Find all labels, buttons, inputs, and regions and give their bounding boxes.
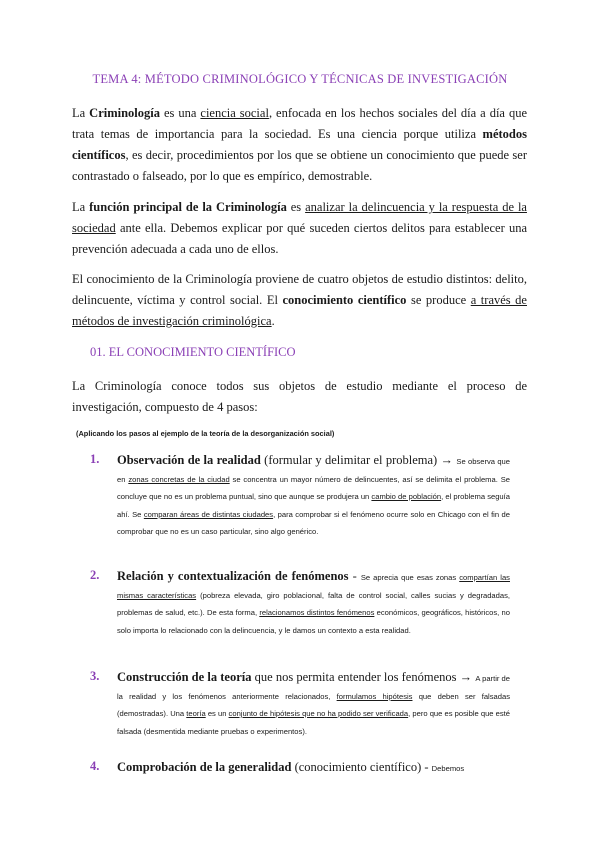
step-text: Relación y contextualización de fenómenos - Se aprecia que esas zonas compartían las mismas características (pobreza elevada, giro poblacional, falta de control social, calles sucias y degradadas, problemas de salud, etc.). De esta forma, relacionamos distintos fenómenos económicos, geográficos, históricos, no solo importa lo relacionado con la delincuencia, y le damos un contexto a esta realidad. <box>117 569 511 635</box>
term-criminologia: Criminología <box>89 106 161 120</box>
step-number: 2. <box>90 568 100 582</box>
process-paragraph: La Criminología conoce todos sus objetos de estudio mediante el proceso de investigación, compuesto de 4 pasos: <box>72 379 527 414</box>
step-text: Comprobación de la generalidad (conocimiento científico) - Debemos <box>117 760 465 774</box>
step-heading: Comprobación de la generalidad <box>117 760 292 774</box>
intro-paragraph: La Criminología es una ciencia social, enfocada en los hechos sociales del día a día que trata temas de importancia para la sociedad. Es una ciencia porque utiliza métodos científicos, es decir, procedimientos por los que se obtiene un conocimiento que puede ser contrastado o falseado, por lo que es empírico, demostrable. <box>72 106 528 183</box>
knowledge-paragraph: El conocimiento de la Criminología proviene de cuatro objetos de estudio distintos: delito, delincuente, víctima y control social. El conocimiento científico se produce a través de métodos de investigación criminológica. <box>72 272 527 328</box>
term-analizar-delincuencia: analizar la delincuencia y la respuesta de la sociedad <box>72 200 527 235</box>
step-text: Observación de la realidad (formular y delimitar el problema) → Se observa que en zonas concretas de la ciudad se concentra un mayor número de delincuentes, así se delimita el problema. Se concluye que no es un problema puntual, sino que aunque se produjera un cambio de población, el problema seguía ahí. Se comparan áreas de distintas ciudades, para comprobar si el fenómeno ocurre solo en Chicago con el fin de comprobar que no es un caso particular, sino algo genérico. <box>117 453 510 536</box>
step-heading: Construcción de la teoría <box>117 670 252 684</box>
term-funcion-principal: función principal de la Criminología <box>89 200 287 214</box>
function-paragraph: La función principal de la Criminología es analizar la delincuencia y la respuesta de la sociedad ante ella. Debemos explicar por qué suceden ciertos delitos para establecer una prevención adecuada a cada uno de ellos. <box>72 200 527 256</box>
term-conocimiento-cientifico: conocimiento científico <box>282 293 407 307</box>
step-number: 3. <box>90 669 100 683</box>
step-heading: Observación de la realidad <box>117 453 261 467</box>
step-text: Construcción de la teoría que nos permita entender los fenómenos → A partir de la realidad y los fenómenos anteriormente relacionados, formulamos hipótesis que deben ser falsadas (demostradas). Una teoría es un conjunto de hipótesis que no ha podido ser verificada, pero que es posible que esté falsada (desmentida mediante pruebas o experimentos). <box>117 670 511 736</box>
page-title: TEMA 4: MÉTODO CRIMINOLÓGICO Y TÉCNICAS DE INVESTIGACIÓN <box>92 72 508 86</box>
step-number: 1. <box>90 452 100 466</box>
term-metodos-cientificos: métodos científicos <box>72 127 527 162</box>
term-metodos-investigacion: a través de métodos de investigación criminológica <box>72 293 527 328</box>
step-heading: Relación y contextualización de fenómenos <box>117 569 349 583</box>
example-note: (Aplicando los pasos al ejemplo de la teoría de la desorganización social) <box>76 429 335 438</box>
section-heading: 01. EL CONOCIMIENTO CIENTÍFICO <box>90 345 296 359</box>
term-ciencia-social: ciencia social <box>200 106 269 120</box>
step-number: 4. <box>90 759 100 773</box>
